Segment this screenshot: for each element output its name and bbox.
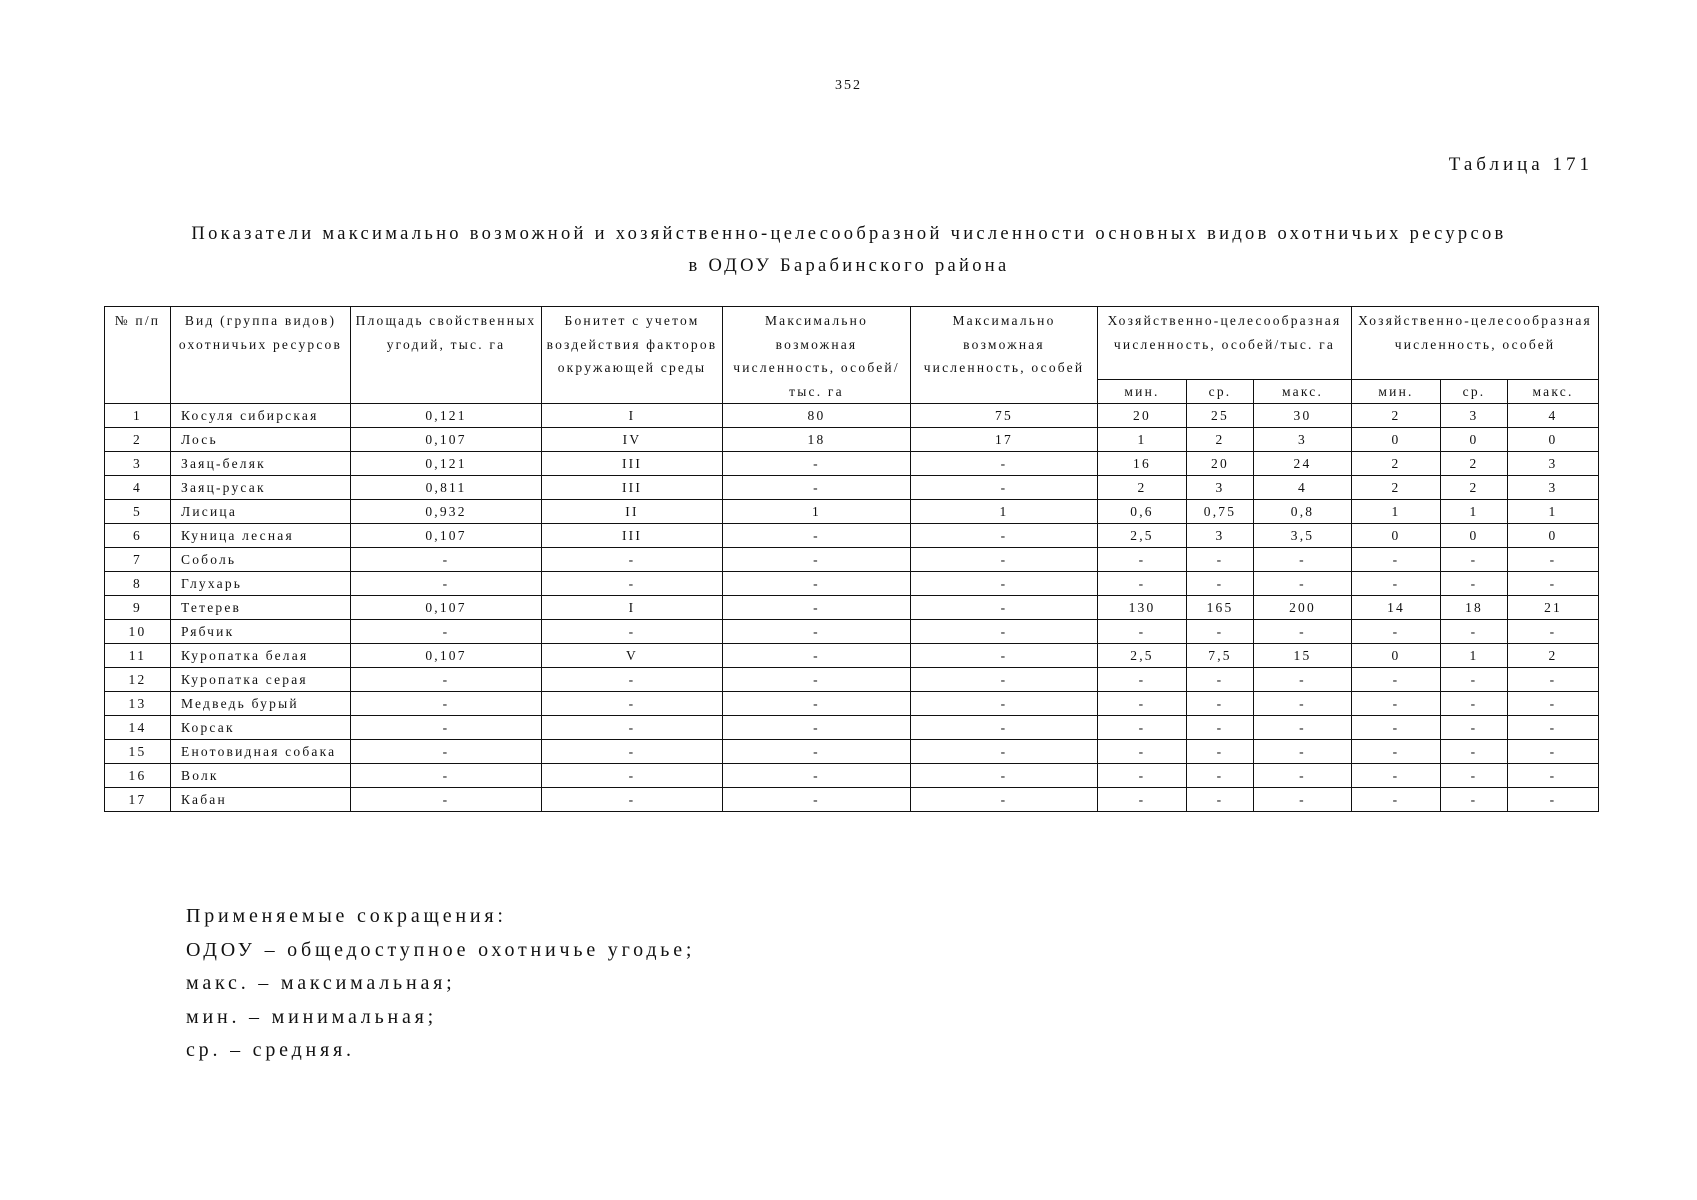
cell-count-max: 4 bbox=[1508, 404, 1599, 428]
cell-max-count: - bbox=[911, 620, 1098, 644]
cell-num: 9 bbox=[105, 596, 171, 620]
cell-count-max: 1 bbox=[1508, 500, 1599, 524]
cell-max-density: - bbox=[723, 716, 911, 740]
cell-num: 17 bbox=[105, 788, 171, 812]
table-row bbox=[105, 452, 1599, 476]
cell-max-count: 1 bbox=[911, 500, 1098, 524]
cell-max-density: - bbox=[723, 452, 911, 476]
cell-density-avg: 3 bbox=[1187, 524, 1254, 548]
cell-density-max: 30 bbox=[1254, 404, 1352, 428]
cell-count-min: 0 bbox=[1352, 428, 1441, 452]
cell-count-min: - bbox=[1352, 716, 1441, 740]
header-density-avg: ср. bbox=[1187, 379, 1254, 404]
cell-density-min: - bbox=[1098, 572, 1187, 596]
cell-max-count: - bbox=[911, 476, 1098, 500]
cell-count-avg: 18 bbox=[1441, 596, 1508, 620]
cell-species: Куропатка белая bbox=[171, 644, 351, 668]
abbreviation-item: ср. – средняя. bbox=[186, 1039, 355, 1061]
cell-density-min: 2,5 bbox=[1098, 644, 1187, 668]
cell-count-avg: - bbox=[1441, 788, 1508, 812]
cell-count-max: - bbox=[1508, 572, 1599, 596]
cell-max-density: 1 bbox=[723, 500, 911, 524]
header-count-min: мин. bbox=[1352, 379, 1441, 404]
cell-max-density: - bbox=[723, 764, 911, 788]
cell-area: 0,121 bbox=[351, 404, 542, 428]
cell-count-max: - bbox=[1508, 548, 1599, 572]
cell-bonitet: - bbox=[542, 692, 723, 716]
cell-density-avg: 2 bbox=[1187, 428, 1254, 452]
cell-max-count: - bbox=[911, 452, 1098, 476]
cell-bonitet: IV bbox=[542, 428, 723, 452]
cell-num: 12 bbox=[105, 668, 171, 692]
table-title-line-2: в ОДОУ Барабинского района bbox=[688, 256, 1010, 276]
cell-max-density: - bbox=[723, 572, 911, 596]
cell-count-min: 2 bbox=[1352, 404, 1441, 428]
cell-count-avg: 2 bbox=[1441, 452, 1508, 476]
cell-max-count: - bbox=[911, 716, 1098, 740]
cell-area: - bbox=[351, 668, 542, 692]
cell-bonitet: I bbox=[542, 596, 723, 620]
table-row bbox=[105, 692, 1599, 716]
cell-max-count: - bbox=[911, 668, 1098, 692]
cell-count-avg: - bbox=[1441, 620, 1508, 644]
cell-area: - bbox=[351, 788, 542, 812]
table-row bbox=[105, 596, 1599, 620]
cell-max-density: 18 bbox=[723, 428, 911, 452]
cell-count-avg: 0 bbox=[1441, 524, 1508, 548]
cell-max-density: - bbox=[723, 620, 911, 644]
table-row bbox=[105, 764, 1599, 788]
cell-area: 0,932 bbox=[351, 500, 542, 524]
cell-density-avg: - bbox=[1187, 716, 1254, 740]
header-density-max: макс. bbox=[1254, 379, 1352, 404]
abbreviations-heading: Применяемые сокращения: bbox=[186, 905, 507, 927]
cell-num: 11 bbox=[105, 644, 171, 668]
cell-area: - bbox=[351, 548, 542, 572]
cell-species: Лось bbox=[171, 428, 351, 452]
cell-bonitet: - bbox=[542, 572, 723, 596]
cell-num: 6 bbox=[105, 524, 171, 548]
cell-bonitet: III bbox=[542, 452, 723, 476]
table-row bbox=[105, 788, 1599, 812]
cell-density-max: - bbox=[1254, 764, 1352, 788]
cell-bonitet: - bbox=[542, 788, 723, 812]
cell-max-density: - bbox=[723, 788, 911, 812]
cell-num: 15 bbox=[105, 740, 171, 764]
cell-count-avg: 3 bbox=[1441, 404, 1508, 428]
cell-density-avg: - bbox=[1187, 788, 1254, 812]
cell-count-min: - bbox=[1352, 788, 1441, 812]
cell-species: Глухарь bbox=[171, 572, 351, 596]
cell-count-min: 14 bbox=[1352, 596, 1441, 620]
cell-count-avg: 1 bbox=[1441, 500, 1508, 524]
cell-max-count: - bbox=[911, 692, 1098, 716]
cell-area: - bbox=[351, 764, 542, 788]
cell-count-max: - bbox=[1508, 740, 1599, 764]
cell-count-max: 0 bbox=[1508, 524, 1599, 548]
cell-max-count: 17 bbox=[911, 428, 1098, 452]
cell-density-avg: - bbox=[1187, 620, 1254, 644]
cell-area: 0,121 bbox=[351, 452, 542, 476]
cell-bonitet: II bbox=[542, 500, 723, 524]
cell-species: Енотовидная собака bbox=[171, 740, 351, 764]
cell-num: 1 bbox=[105, 404, 171, 428]
cell-area: 0,107 bbox=[351, 524, 542, 548]
table-row bbox=[105, 644, 1599, 668]
cell-max-count: - bbox=[911, 644, 1098, 668]
cell-count-avg: - bbox=[1441, 740, 1508, 764]
cell-area: - bbox=[351, 620, 542, 644]
cell-density-max: 24 bbox=[1254, 452, 1352, 476]
table-label: Таблица 171 bbox=[1448, 154, 1593, 175]
cell-count-min: - bbox=[1352, 620, 1441, 644]
cell-count-min: 1 bbox=[1352, 500, 1441, 524]
abbreviations bbox=[186, 900, 695, 1068]
cell-max-density: - bbox=[723, 548, 911, 572]
table-title-line-1: Показатели максимально возможной и хозяйственно-целесообразной численности основных видов охотничьих ресурсов bbox=[191, 224, 1507, 244]
cell-density-max: 15 bbox=[1254, 644, 1352, 668]
cell-area: 0,811 bbox=[351, 476, 542, 500]
cell-count-max: 2 bbox=[1508, 644, 1599, 668]
cell-density-max: 4 bbox=[1254, 476, 1352, 500]
cell-area: - bbox=[351, 740, 542, 764]
table-row bbox=[105, 404, 1599, 428]
cell-count-avg: 1 bbox=[1441, 644, 1508, 668]
table-body bbox=[105, 404, 1599, 812]
header-species: Вид (группа видов) охотничьих ресурсов bbox=[171, 307, 351, 404]
cell-density-avg: 3 bbox=[1187, 476, 1254, 500]
cell-max-count: - bbox=[911, 524, 1098, 548]
cell-density-min: 2,5 bbox=[1098, 524, 1187, 548]
abbreviation-item: ОДОУ – общедоступное охотничье угодье; bbox=[186, 938, 696, 961]
cell-species: Тетерев bbox=[171, 596, 351, 620]
cell-density-avg: - bbox=[1187, 740, 1254, 764]
cell-density-avg: 20 bbox=[1187, 452, 1254, 476]
cell-max-density: - bbox=[723, 668, 911, 692]
cell-max-count: 75 bbox=[911, 404, 1098, 428]
cell-density-max: - bbox=[1254, 620, 1352, 644]
table-row bbox=[105, 668, 1599, 692]
cell-species: Корсак bbox=[171, 716, 351, 740]
cell-max-count: - bbox=[911, 548, 1098, 572]
cell-bonitet: - bbox=[542, 716, 723, 740]
cell-density-max: 200 bbox=[1254, 596, 1352, 620]
cell-species: Куропатка серая bbox=[171, 668, 351, 692]
cell-density-max: - bbox=[1254, 716, 1352, 740]
cell-density-avg: - bbox=[1187, 548, 1254, 572]
cell-density-min: 2 bbox=[1098, 476, 1187, 500]
cell-area: - bbox=[351, 572, 542, 596]
cell-max-count: - bbox=[911, 740, 1098, 764]
cell-count-max: 3 bbox=[1508, 452, 1599, 476]
cell-area: 0,107 bbox=[351, 596, 542, 620]
cell-density-max: - bbox=[1254, 572, 1352, 596]
abbreviation-item: макс. – максимальная; bbox=[186, 972, 456, 994]
cell-num: 4 bbox=[105, 476, 171, 500]
cell-num: 16 bbox=[105, 764, 171, 788]
cell-num: 3 bbox=[105, 452, 171, 476]
header-eco-count: Хозяйственно-целесообразная численность, особей bbox=[1352, 307, 1599, 380]
cell-count-avg: 2 bbox=[1441, 476, 1508, 500]
cell-count-avg: - bbox=[1441, 572, 1508, 596]
cell-species: Заяц-беляк bbox=[171, 452, 351, 476]
cell-species: Куница лесная bbox=[171, 524, 351, 548]
header-bonitet: Бонитет с учетом воздействия факторов окружающей среды bbox=[542, 307, 723, 404]
cell-count-min: - bbox=[1352, 572, 1441, 596]
cell-max-count: - bbox=[911, 788, 1098, 812]
header-area: Площадь свойственных угодий, тыс. га bbox=[351, 307, 542, 404]
header-count-avg: ср. bbox=[1441, 379, 1508, 404]
cell-species: Косуля сибирская bbox=[171, 404, 351, 428]
cell-count-avg: - bbox=[1441, 764, 1508, 788]
cell-density-avg: 165 bbox=[1187, 596, 1254, 620]
cell-max-count: - bbox=[911, 572, 1098, 596]
table-row bbox=[105, 548, 1599, 572]
cell-density-max: - bbox=[1254, 740, 1352, 764]
cell-density-min: - bbox=[1098, 740, 1187, 764]
cell-count-avg: - bbox=[1441, 548, 1508, 572]
cell-area: 0,107 bbox=[351, 644, 542, 668]
cell-density-avg: 7,5 bbox=[1187, 644, 1254, 668]
cell-num: 5 bbox=[105, 500, 171, 524]
cell-num: 10 bbox=[105, 620, 171, 644]
abbreviation-item: мин. – минимальная; bbox=[186, 1005, 438, 1028]
table-row bbox=[105, 524, 1599, 548]
header-density-min: мин. bbox=[1098, 379, 1187, 404]
table-row bbox=[105, 740, 1599, 764]
cell-count-min: - bbox=[1352, 548, 1441, 572]
cell-max-density: - bbox=[723, 524, 911, 548]
cell-max-density: - bbox=[723, 644, 911, 668]
cell-density-min: - bbox=[1098, 620, 1187, 644]
data-table bbox=[104, 306, 1599, 812]
cell-count-min: - bbox=[1352, 692, 1441, 716]
cell-max-density: - bbox=[723, 476, 911, 500]
cell-density-min: 0,6 bbox=[1098, 500, 1187, 524]
cell-density-avg: 25 bbox=[1187, 404, 1254, 428]
cell-num: 8 bbox=[105, 572, 171, 596]
cell-density-min: - bbox=[1098, 548, 1187, 572]
cell-density-max: - bbox=[1254, 668, 1352, 692]
cell-density-max: - bbox=[1254, 692, 1352, 716]
cell-area: - bbox=[351, 692, 542, 716]
cell-density-max: - bbox=[1254, 788, 1352, 812]
cell-num: 7 bbox=[105, 548, 171, 572]
page-number: 352 bbox=[835, 78, 862, 93]
cell-num: 13 bbox=[105, 692, 171, 716]
cell-density-avg: - bbox=[1187, 692, 1254, 716]
cell-max-count: - bbox=[911, 596, 1098, 620]
cell-count-max: 21 bbox=[1508, 596, 1599, 620]
cell-count-min: 0 bbox=[1352, 644, 1441, 668]
table-row bbox=[105, 572, 1599, 596]
cell-density-avg: - bbox=[1187, 572, 1254, 596]
table-row bbox=[105, 428, 1599, 452]
table-title bbox=[104, 218, 1594, 282]
cell-count-min: 0 bbox=[1352, 524, 1441, 548]
header-count-max: макс. bbox=[1508, 379, 1599, 404]
cell-max-density: - bbox=[723, 740, 911, 764]
cell-num: 14 bbox=[105, 716, 171, 740]
cell-count-min: - bbox=[1352, 668, 1441, 692]
cell-density-min: - bbox=[1098, 764, 1187, 788]
cell-density-min: - bbox=[1098, 788, 1187, 812]
cell-count-max: - bbox=[1508, 788, 1599, 812]
header-max-count: Максимально возможная численность, особей bbox=[911, 307, 1098, 404]
cell-max-density: 80 bbox=[723, 404, 911, 428]
cell-density-max: 3,5 bbox=[1254, 524, 1352, 548]
cell-count-max: - bbox=[1508, 620, 1599, 644]
cell-density-avg: - bbox=[1187, 764, 1254, 788]
cell-species: Заяц-русак bbox=[171, 476, 351, 500]
header-max-density: Максимально возможная численность, особей/тыс. га bbox=[723, 307, 911, 404]
cell-area: 0,107 bbox=[351, 428, 542, 452]
table-header bbox=[105, 307, 1599, 404]
cell-species: Лисица bbox=[171, 500, 351, 524]
cell-density-avg: - bbox=[1187, 668, 1254, 692]
cell-density-avg: 0,75 bbox=[1187, 500, 1254, 524]
cell-density-min: - bbox=[1098, 692, 1187, 716]
cell-bonitet: III bbox=[542, 476, 723, 500]
cell-count-min: - bbox=[1352, 740, 1441, 764]
cell-bonitet: - bbox=[542, 668, 723, 692]
cell-count-min: - bbox=[1352, 764, 1441, 788]
cell-bonitet: V bbox=[542, 644, 723, 668]
cell-species: Медведь бурый bbox=[171, 692, 351, 716]
cell-species: Соболь bbox=[171, 548, 351, 572]
cell-bonitet: III bbox=[542, 524, 723, 548]
cell-species: Волк bbox=[171, 764, 351, 788]
cell-density-max: 3 bbox=[1254, 428, 1352, 452]
cell-count-avg: 0 bbox=[1441, 428, 1508, 452]
cell-num: 2 bbox=[105, 428, 171, 452]
cell-count-min: 2 bbox=[1352, 476, 1441, 500]
cell-density-min: - bbox=[1098, 668, 1187, 692]
table-row bbox=[105, 500, 1599, 524]
cell-species: Кабан bbox=[171, 788, 351, 812]
header-eco-density: Хозяйственно-целесообразная численность, особей/тыс. га bbox=[1098, 307, 1352, 380]
cell-count-min: 2 bbox=[1352, 452, 1441, 476]
cell-density-min: 20 bbox=[1098, 404, 1187, 428]
cell-max-count: - bbox=[911, 764, 1098, 788]
header-num: № п/п bbox=[105, 307, 171, 404]
cell-count-max: - bbox=[1508, 764, 1599, 788]
cell-count-avg: - bbox=[1441, 668, 1508, 692]
cell-count-avg: - bbox=[1441, 692, 1508, 716]
table-row bbox=[105, 476, 1599, 500]
cell-count-max: 0 bbox=[1508, 428, 1599, 452]
cell-bonitet: - bbox=[542, 548, 723, 572]
cell-bonitet: - bbox=[542, 740, 723, 764]
cell-density-max: - bbox=[1254, 548, 1352, 572]
cell-count-max: - bbox=[1508, 668, 1599, 692]
cell-count-max: 3 bbox=[1508, 476, 1599, 500]
cell-count-max: - bbox=[1508, 716, 1599, 740]
cell-area: - bbox=[351, 716, 542, 740]
cell-bonitet: - bbox=[542, 764, 723, 788]
header-row-main bbox=[105, 307, 1599, 380]
cell-bonitet: - bbox=[542, 620, 723, 644]
cell-max-density: - bbox=[723, 692, 911, 716]
cell-density-min: 130 bbox=[1098, 596, 1187, 620]
cell-density-max: 0,8 bbox=[1254, 500, 1352, 524]
table-row bbox=[105, 716, 1599, 740]
cell-density-min: 1 bbox=[1098, 428, 1187, 452]
cell-count-avg: - bbox=[1441, 716, 1508, 740]
cell-density-min: - bbox=[1098, 716, 1187, 740]
table-row bbox=[105, 620, 1599, 644]
cell-bonitet: I bbox=[542, 404, 723, 428]
cell-density-min: 16 bbox=[1098, 452, 1187, 476]
cell-species: Рябчик bbox=[171, 620, 351, 644]
cell-count-max: - bbox=[1508, 692, 1599, 716]
cell-max-density: - bbox=[723, 596, 911, 620]
